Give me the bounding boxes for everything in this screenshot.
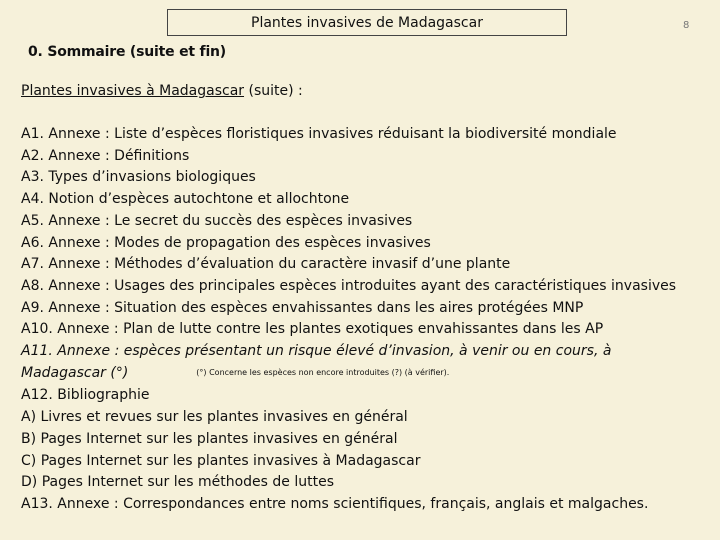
intro-line bbox=[21, 83, 303, 99]
intro-rest: (suite) : bbox=[244, 83, 303, 99]
contents-list bbox=[21, 124, 676, 516]
list-item: B) Pages Internet sur les plantes invasives en général bbox=[21, 430, 398, 447]
footnote: (°) Concerne les espèces non encore introduites (?) (à vérifier). bbox=[196, 367, 450, 377]
list-item: D) Pages Internet sur les méthodes de luttes bbox=[21, 474, 335, 491]
slide-title-box bbox=[167, 9, 567, 36]
list-item: A10. Annexe : Plan de lutte contre les plantes exotiques envahissantes dans les AP bbox=[21, 321, 604, 338]
list-item: C) Pages Internet sur les plantes invasives à Madagascar bbox=[21, 452, 421, 469]
list-item-text: Madagascar (°) bbox=[21, 364, 129, 381]
list-item: A1. Annexe : Liste d’espèces floristiques invasives réduisant la biodiversité mondiale bbox=[21, 126, 617, 142]
list-item: A5. Annexe : Le secret du succès des espèces invasives bbox=[21, 212, 413, 229]
list-item: A8. Annexe : Usages des principales espèces introduites ayant des caractéristiques invasives bbox=[21, 277, 677, 294]
list-item: A6. Annexe : Modes de propagation des espèces invasives bbox=[21, 234, 431, 251]
intro-underlined: Plantes invasives à Madagascar bbox=[21, 83, 245, 99]
page-number: 8 bbox=[683, 20, 690, 31]
list-item: A) Livres et revues sur les plantes invasives en général bbox=[21, 409, 408, 426]
section-title: 0. Sommaire (suite et fin) bbox=[28, 44, 227, 60]
list-item: A9. Annexe : Situation des espèces envahissantes dans les aires protégées MNP bbox=[21, 299, 584, 316]
list-item: A13. Annexe : Correspondances entre noms scientifiques, français, anglais et malgaches. bbox=[21, 495, 649, 512]
list-item: A7. Annexe : Méthodes d’évaluation du caractère invasif d’une plante bbox=[21, 256, 511, 273]
list-item: A4. Notion d’espèces autochtone et allochtone bbox=[21, 191, 350, 208]
list-item-with-note bbox=[21, 363, 676, 386]
list-item: A3. Types d’invasions biologiques bbox=[21, 169, 256, 186]
list-item: A2. Annexe : Définitions bbox=[21, 147, 190, 164]
slide-title: Plantes invasives de Madagascar bbox=[251, 14, 483, 31]
list-item: A12. Bibliographie bbox=[21, 387, 150, 404]
list-item: A11. Annexe : espèces présentant un risque élevé d’invasion, à venir ou en cours, à bbox=[21, 343, 612, 360]
